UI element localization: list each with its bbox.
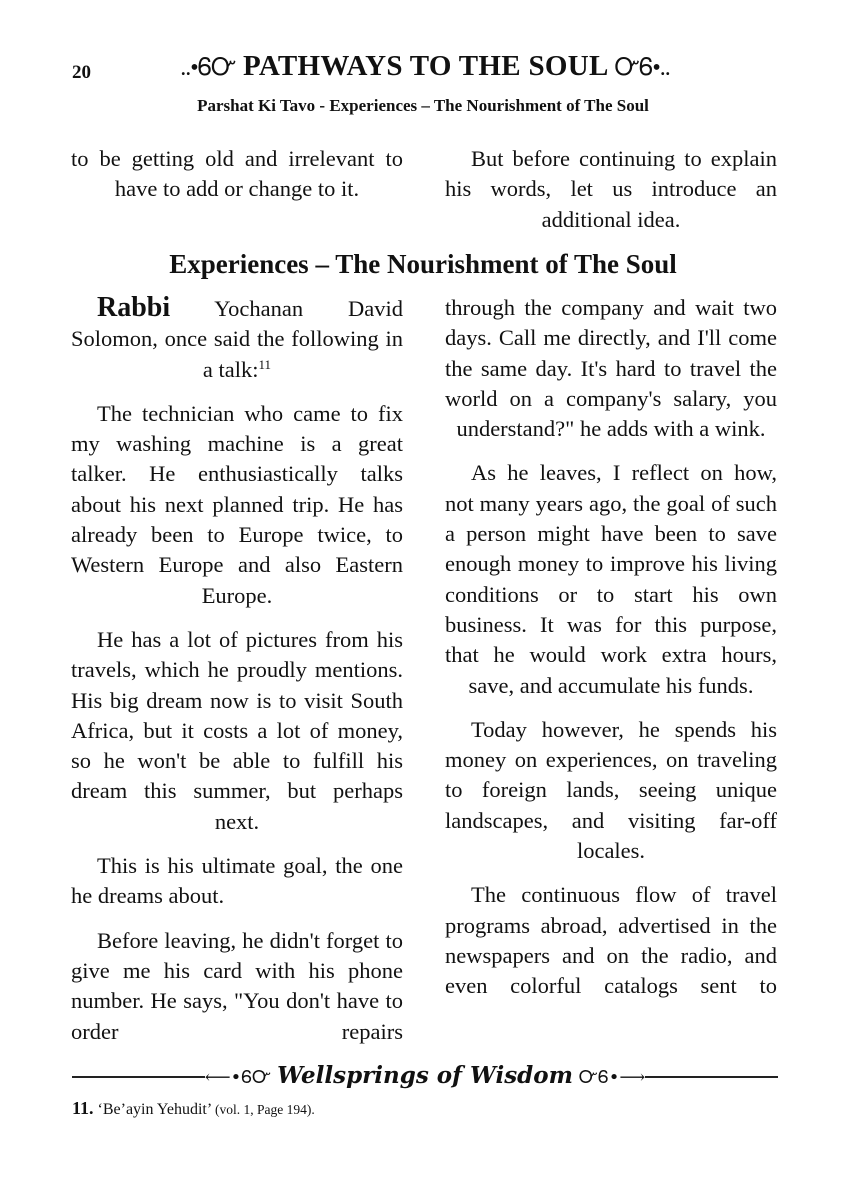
continued-paragraph: to be getting old and irrelevant to have to add or change to it. bbox=[71, 146, 403, 202]
top-right-column bbox=[445, 144, 777, 235]
footer-ornament-left-icon: ⟵•ᏮᏅ bbox=[204, 1067, 272, 1088]
body-paragraph: This is his ultimate goal, the one he dreams about. bbox=[71, 853, 403, 909]
top-left-column bbox=[71, 144, 403, 205]
ornament-right-icon: ᏅᏮ•.. bbox=[614, 55, 670, 81]
intro-text: Yochanan David Solomon, once said the following in a talk: bbox=[71, 296, 403, 382]
chapter-subtitle: Parshat Ki Tavo - Experiences – The Nourishment of The Soul bbox=[197, 96, 649, 115]
footnote-reference[interactable]: 11 bbox=[258, 356, 272, 372]
footer-label bbox=[72, 1062, 778, 1089]
footer-title: Wellsprings of Wisdom bbox=[271, 1062, 579, 1089]
footnote bbox=[72, 1098, 315, 1119]
running-title bbox=[130, 50, 720, 83]
footnote-source-detail: (vol. 1, Page 194). bbox=[214, 1102, 315, 1117]
footnote-number: 11. bbox=[72, 1098, 94, 1118]
body-paragraph: He has a lot of pictures from his travels, which he proudly mentions. His big dream now is to visit South Africa, but it costs a lot of money, so he won't be able to fulfill his dream this summer, but perhaps next. bbox=[71, 626, 403, 834]
right-body-column bbox=[445, 293, 777, 1002]
body-paragraph: through the company and wait two days. Call me directly, and I'll come the same day. It's hard to travel the world on a company's salary, you understand?" he adds with a wink. bbox=[445, 295, 777, 442]
page-number: 20 bbox=[72, 62, 91, 83]
lead-word: Rabbi bbox=[97, 292, 171, 323]
body-paragraph: Today however, he spends his money on experiences, on traveling to foreign lands, seeing unique landscapes, and visiting far-off locales. bbox=[445, 716, 777, 864]
body-paragraph: As he leaves, I reflect on how, not many years ago, the goal of such a person might have been to save enough money to improve his living conditions or to start his own business. It was for this purpose, that he would work extra hours, save, and accumulate his funds. bbox=[445, 460, 777, 698]
footnote-source-title: ‘Be’ayin Yehudit’ bbox=[97, 1101, 211, 1118]
book-title: PATHWAYS TO THE SOUL bbox=[242, 50, 608, 82]
section-heading: Experiences – The Nourishment of The Soul bbox=[169, 249, 677, 279]
footer-ornament-right-icon: ᏅᏮ•⟶ bbox=[578, 1067, 646, 1088]
body-paragraph: The technician who came to fix my washing machine is a great talker. He enthusiastically talks about his next planned trip. He has already been to Europe twice, to Western Europe and also Eastern Europe. bbox=[71, 400, 403, 608]
body-paragraph: The continuous flow of travel programs abroad, advertised in the newspapers and on the radio, and even colorful catalogs sent to bbox=[445, 882, 777, 999]
ornament-left-icon: ..•ᏮᏅ bbox=[180, 55, 236, 81]
intro-paragraph bbox=[71, 293, 403, 385]
left-body-column bbox=[71, 293, 403, 1047]
transition-paragraph: But before continuing to explain his words, let us introduce an additional idea. bbox=[445, 146, 777, 232]
body-paragraph: Before leaving, he didn't forget to give me his card with his phone number. He says, "You don't have to order repairs bbox=[71, 927, 403, 1044]
